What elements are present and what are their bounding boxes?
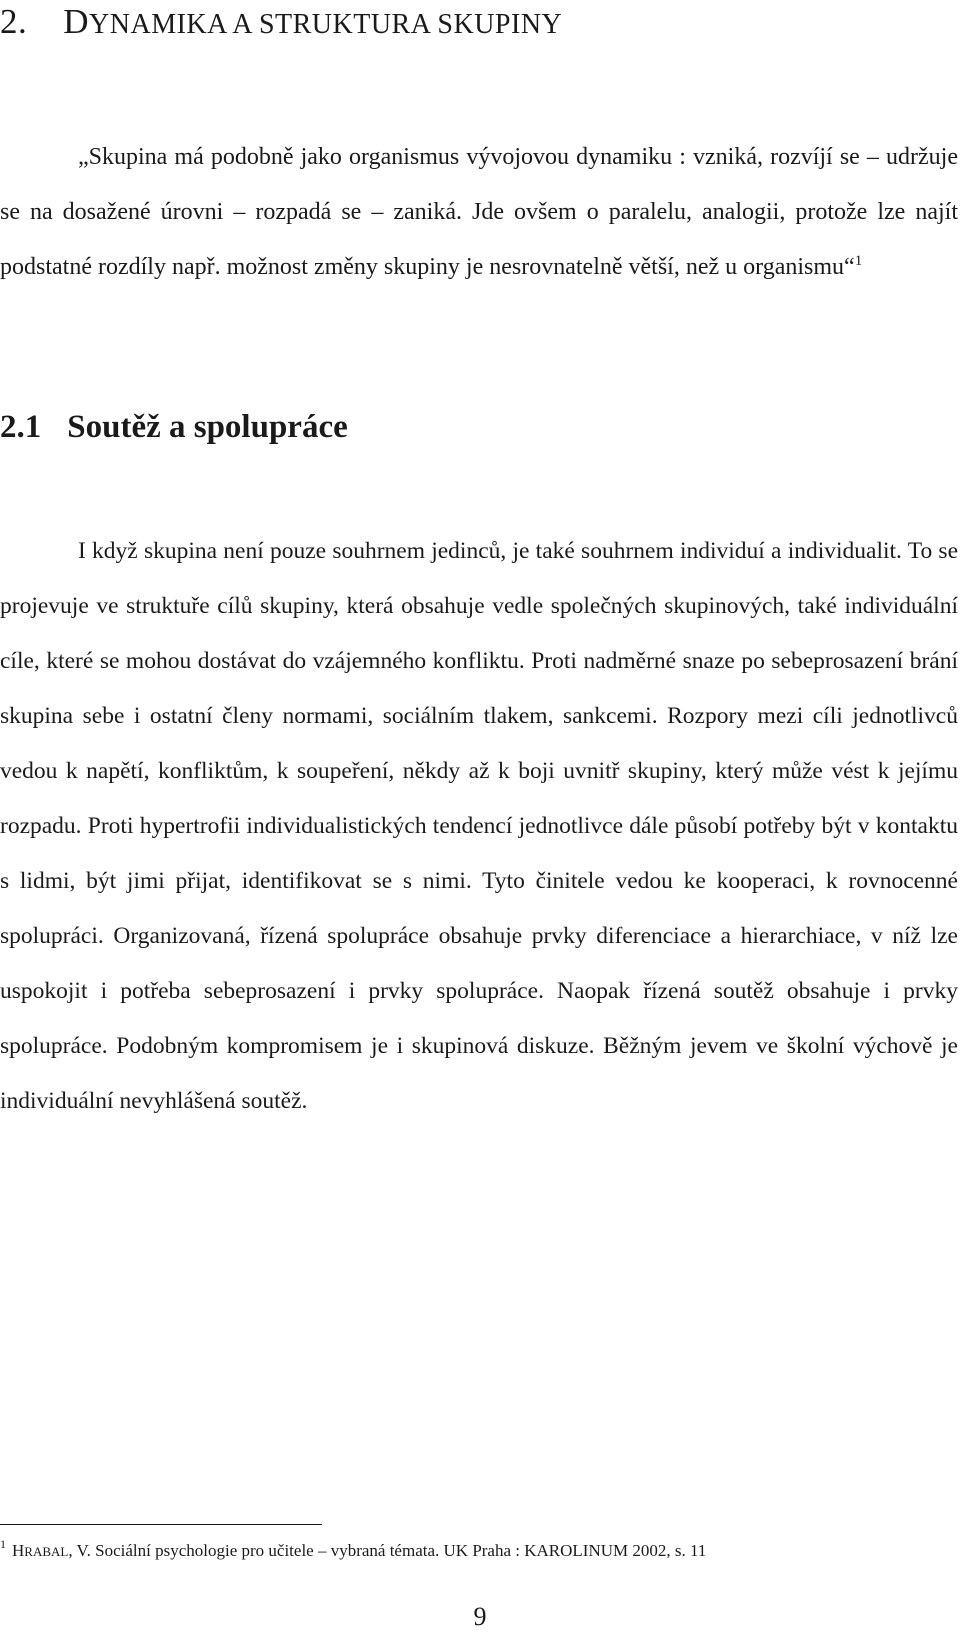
- footnote-separator: [0, 1524, 322, 1525]
- chapter-number: 2.: [0, 2, 28, 41]
- footnote: [0, 1536, 706, 1567]
- section-title: Soutěž a spolupráce: [67, 409, 348, 445]
- page-number: 9: [473, 1602, 487, 1631]
- footnote-text: , V. Sociální psychologie pro učitele – vybraná témata. UK Praha : KAROLINUM 2002, s. 11: [68, 1541, 707, 1560]
- chapter-title-initial: D: [63, 2, 90, 41]
- footnote-author-rest: RABAL: [24, 1544, 69, 1559]
- body-paragraph: I když skupina není pouze souhrnem jedinců, je také souhrnem individuí a individualit. To se projevuje ve struktuře cílů skupiny, která obsahuje vedle společných skupinových, také individuální cíle, které se mohou dostávat do vzájemného konfliktu. Proti nadměrné snaze po sebeprosazení brání skupina sebe i ostatní členy normami, sociálním tlakem, sankcemi. Rozpory mezi cíli jednotlivců vedou k napětí, konfliktům, k soupeření, někdy až k boji uvnitř skupiny, který může vést k jejímu rozpadu. Proti hypertrofii individualistických tendencí jednotlivce dále působí potřeby být v kontaktu s lidmi, být jimi přijat, identifikovat se s nimi. Tyto činitele vedou ke kooperaci, k rovnocenné spolupráci. Organizovaná, řízená spolupráce obsahuje prvky diferenciace a hierarchiace, v níž lze uspokojit i potřeba sebeprosazení i prvky spolupráce. Naopak řízená soutěž obsahuje i prvky spolupráce. Podobným kompromisem je i skupinová diskuze. Běžným jevem ve školní výchově je individuální nevyhlášená soutěž.: [0, 538, 958, 1114]
- chapter-heading: [0, 0, 562, 47]
- quote-text: „Skupina má podobně jako organismus vývojovou dynamiku : vzniká, rozvíjí se – udržuje se na dosažené úrovni – rozpadá se – zaniká. Jde ovšem o paralelu, analogii, protože lze najít podstatné rozdíly např. možnost změny skupiny je nesrovnatelně větší, než u organismu“: [0, 144, 958, 280]
- section-number: 2.1: [0, 409, 42, 445]
- footnote-author-initial: H: [12, 1541, 25, 1560]
- footnote-reference[interactable]: 1: [854, 253, 863, 269]
- section-heading: [0, 405, 348, 449]
- footnote-number: 1: [0, 1537, 6, 1551]
- chapter-title-rest: YNAMIKA A STRUKTURA SKUPINY: [89, 9, 563, 40]
- quote-paragraph: [0, 130, 958, 295]
